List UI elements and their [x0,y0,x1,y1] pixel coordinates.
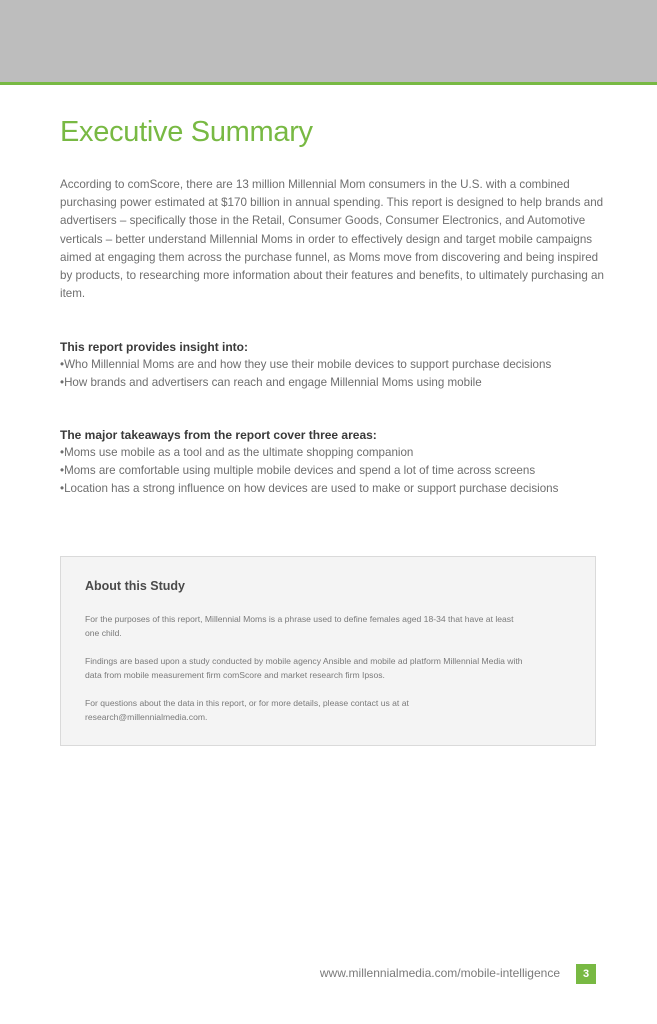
about-study-box [60,556,596,746]
header-band [0,0,657,85]
insight-list [60,356,620,392]
page-title: Executive Summary [60,116,313,148]
list-item: • Moms are comfortable using multiple mobile devices and spend a lot of time across screens [60,462,620,480]
list-item: • Who Millennial Moms are and how they use their mobile devices to support purchase decisions [60,356,620,374]
takeaways-section [60,428,620,498]
study-paragraph-contact: For questions about the data in this report, or for more details, please contact us at at research@millennialmedia.com. [85,698,409,722]
insight-section [60,340,620,392]
footer-url[interactable]: www.millennialmedia.com/mobile-intelligence [319,966,560,980]
list-item: • Moms use mobile as a tool and as the ultimate shopping companion [60,444,620,462]
intro-paragraph: According to comScore, there are 13 million Millennial Mom consumers in the U.S. with a combined purchasing power estimated at $170 billion in annual spending. This report is designed to help brands and advertisers – specifically those in the Retail, Consumer Goods, Consumer Electronics, and Automotive verticals – better understand Millennial Moms in order to effectively design and target mobile campaigns aimed at engaging them across the purchase funnel, as Moms move from discovering and being inspired by products, to researching more information about their features and benefits, to ultimately purchasing an item. [60,178,604,301]
study-paragraph-definition: For the purposes of this report, Millennial Moms is a phrase used to define females aged 18-34 that have at least one child. [85,614,514,638]
insight-heading: This report provides insight into: [60,340,249,354]
study-paragraph-findings: Findings are based upon a study conducted by mobile agency Ansible and mobile ad platform Millennial Media with data from mobile measurement firm comScore and market research firm Ipsos. [85,656,523,680]
list-item: • Location has a strong influence on how devices are used to make or support purchase decisions [60,480,620,498]
study-heading: About this Study [85,579,185,593]
list-item: • How brands and advertisers can reach and engage Millennial Moms using mobile [60,374,620,392]
takeaways-list [60,444,620,498]
takeaways-heading: The major takeaways from the report cover three areas: [60,428,377,442]
page-number-badge: 3 [576,964,596,984]
